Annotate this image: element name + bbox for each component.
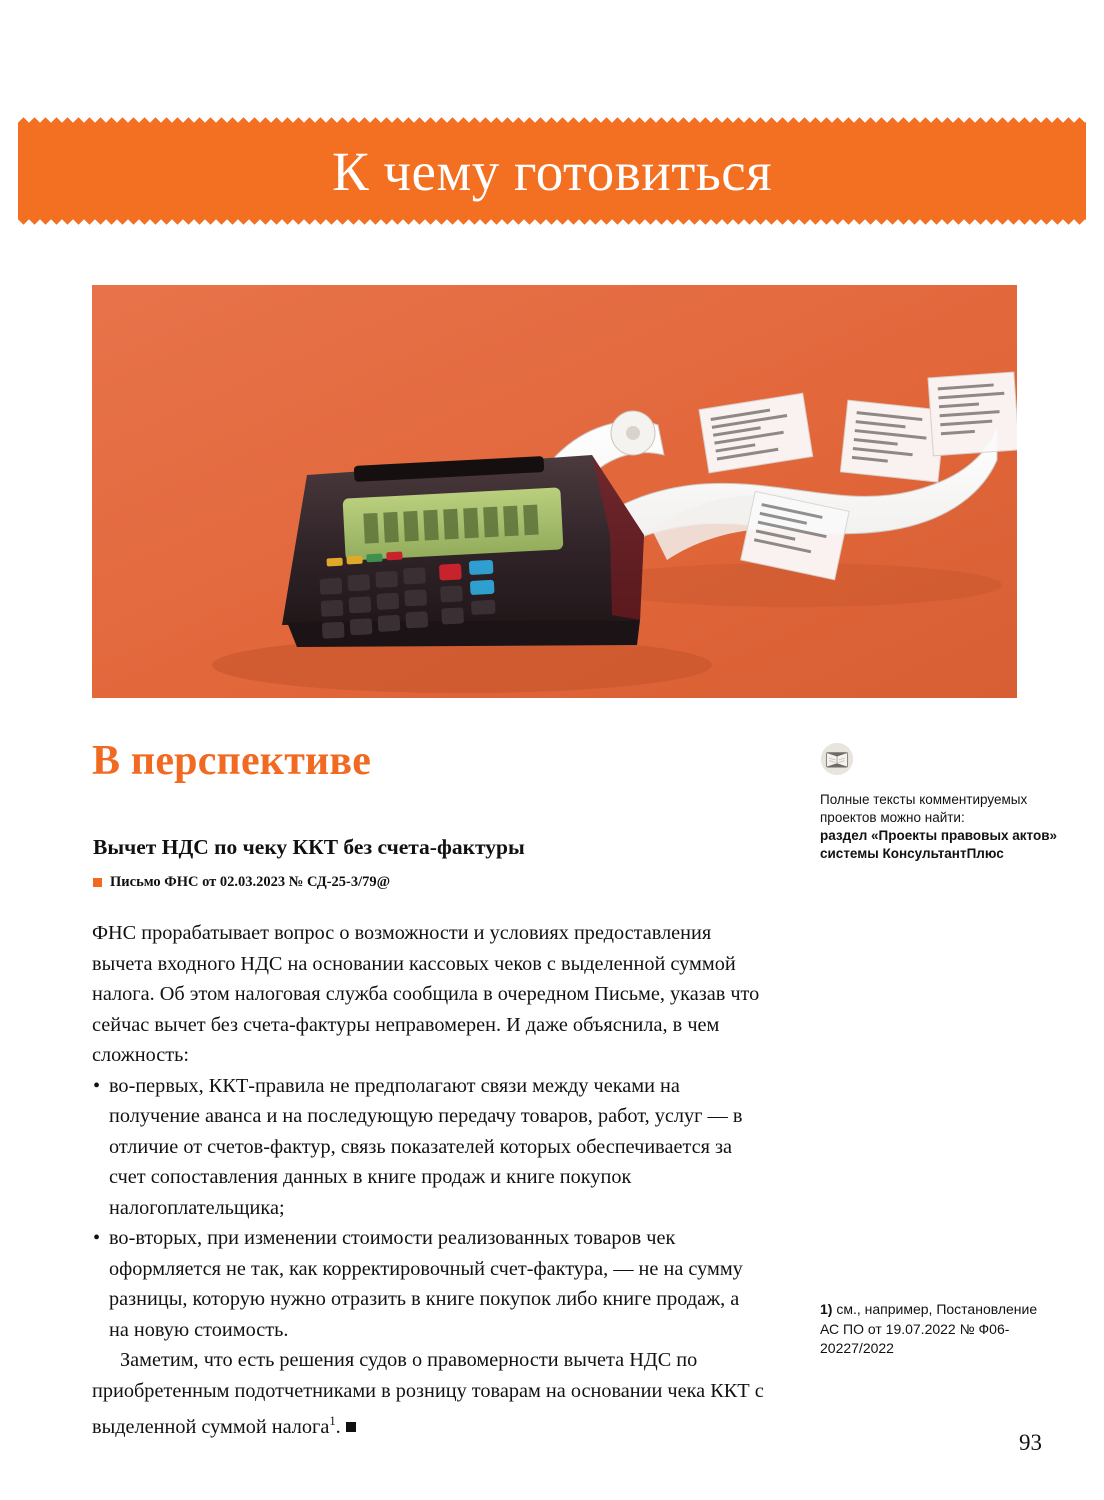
body-bullet-list	[92, 1071, 764, 1346]
banner-scallop-top	[18, 116, 1086, 123]
banner-title: К чему готовиться	[331, 140, 773, 202]
body-closing-text: Заметим, что есть решения судов о правомерности вычета НДС по приобретенным подотчетниками в розницу товарам на основании чека ККТ с выделенной суммой налога	[92, 1349, 764, 1438]
margin-note-highlight: раздел «Проекты правовых актов» системы КонсультантПлюс	[820, 828, 1058, 861]
body-closing-suffix: .	[335, 1415, 341, 1438]
margin-note-intro: Полные тексты комментируемых проектов можно найти:	[820, 792, 1028, 825]
article-headline: В перспективе	[92, 738, 372, 784]
article-source	[93, 874, 390, 891]
list-item: • во-вторых, при изменении стоимости реализованных товаров чек оформляется не так, как корректировочный счет-фактура, — не на сумму разницы, которую нужно отразить в книге покупок либо книге продаж, а на новую стоимость.	[92, 1223, 764, 1345]
footnote-text: см., например, Постановление АС ПО от 19.07.2022 № Ф06-20227/2022	[820, 1301, 1038, 1356]
end-of-article-square	[346, 1422, 356, 1432]
body-paragraph: ФНС прорабатывает вопрос о возможности и условиях предоставления вычета входного НДС на основании кассовых чеков с выделенной суммой налога. Об этом налоговая служба сообщила в очередном Письме, указав что сейчас вычет без счета-фактуры неправомерен. И даже объяснила, в чем сложность:	[92, 922, 760, 1066]
article-photo	[92, 285, 1017, 698]
list-item: • во-первых, ККТ-правила не предполагают связи между чеками на получение аванса и на последующую передачу товаров, работ, услуг — в отличие от счетов-фактур, связь показателей которых обеспечивается за счет сопоставления данных в книге продаж и книге покупок налогоплательщика;	[92, 1071, 764, 1224]
article-body	[92, 918, 764, 1442]
margin-note-top	[820, 742, 1058, 863]
margin-note-footnote	[820, 1300, 1060, 1359]
article-subheading: Вычет НДС по чеку ККТ без счета-фактуры	[93, 835, 525, 859]
article-source-text: Письмо ФНС от 02.03.2023 № СД-25-3/79@	[110, 874, 391, 890]
body-closing-paragraph	[92, 1345, 764, 1442]
banner-scallop-bottom	[18, 219, 1086, 226]
banner-background	[18, 117, 1086, 225]
footnote-number: 1)	[820, 1301, 833, 1317]
page-banner	[18, 117, 1086, 225]
footnote-marker: 1	[329, 1414, 336, 1428]
cash-register-illustration	[92, 285, 1017, 698]
open-book-icon	[820, 742, 854, 776]
page-number: 93	[1019, 1430, 1042, 1455]
bullet-square-icon	[93, 878, 102, 887]
